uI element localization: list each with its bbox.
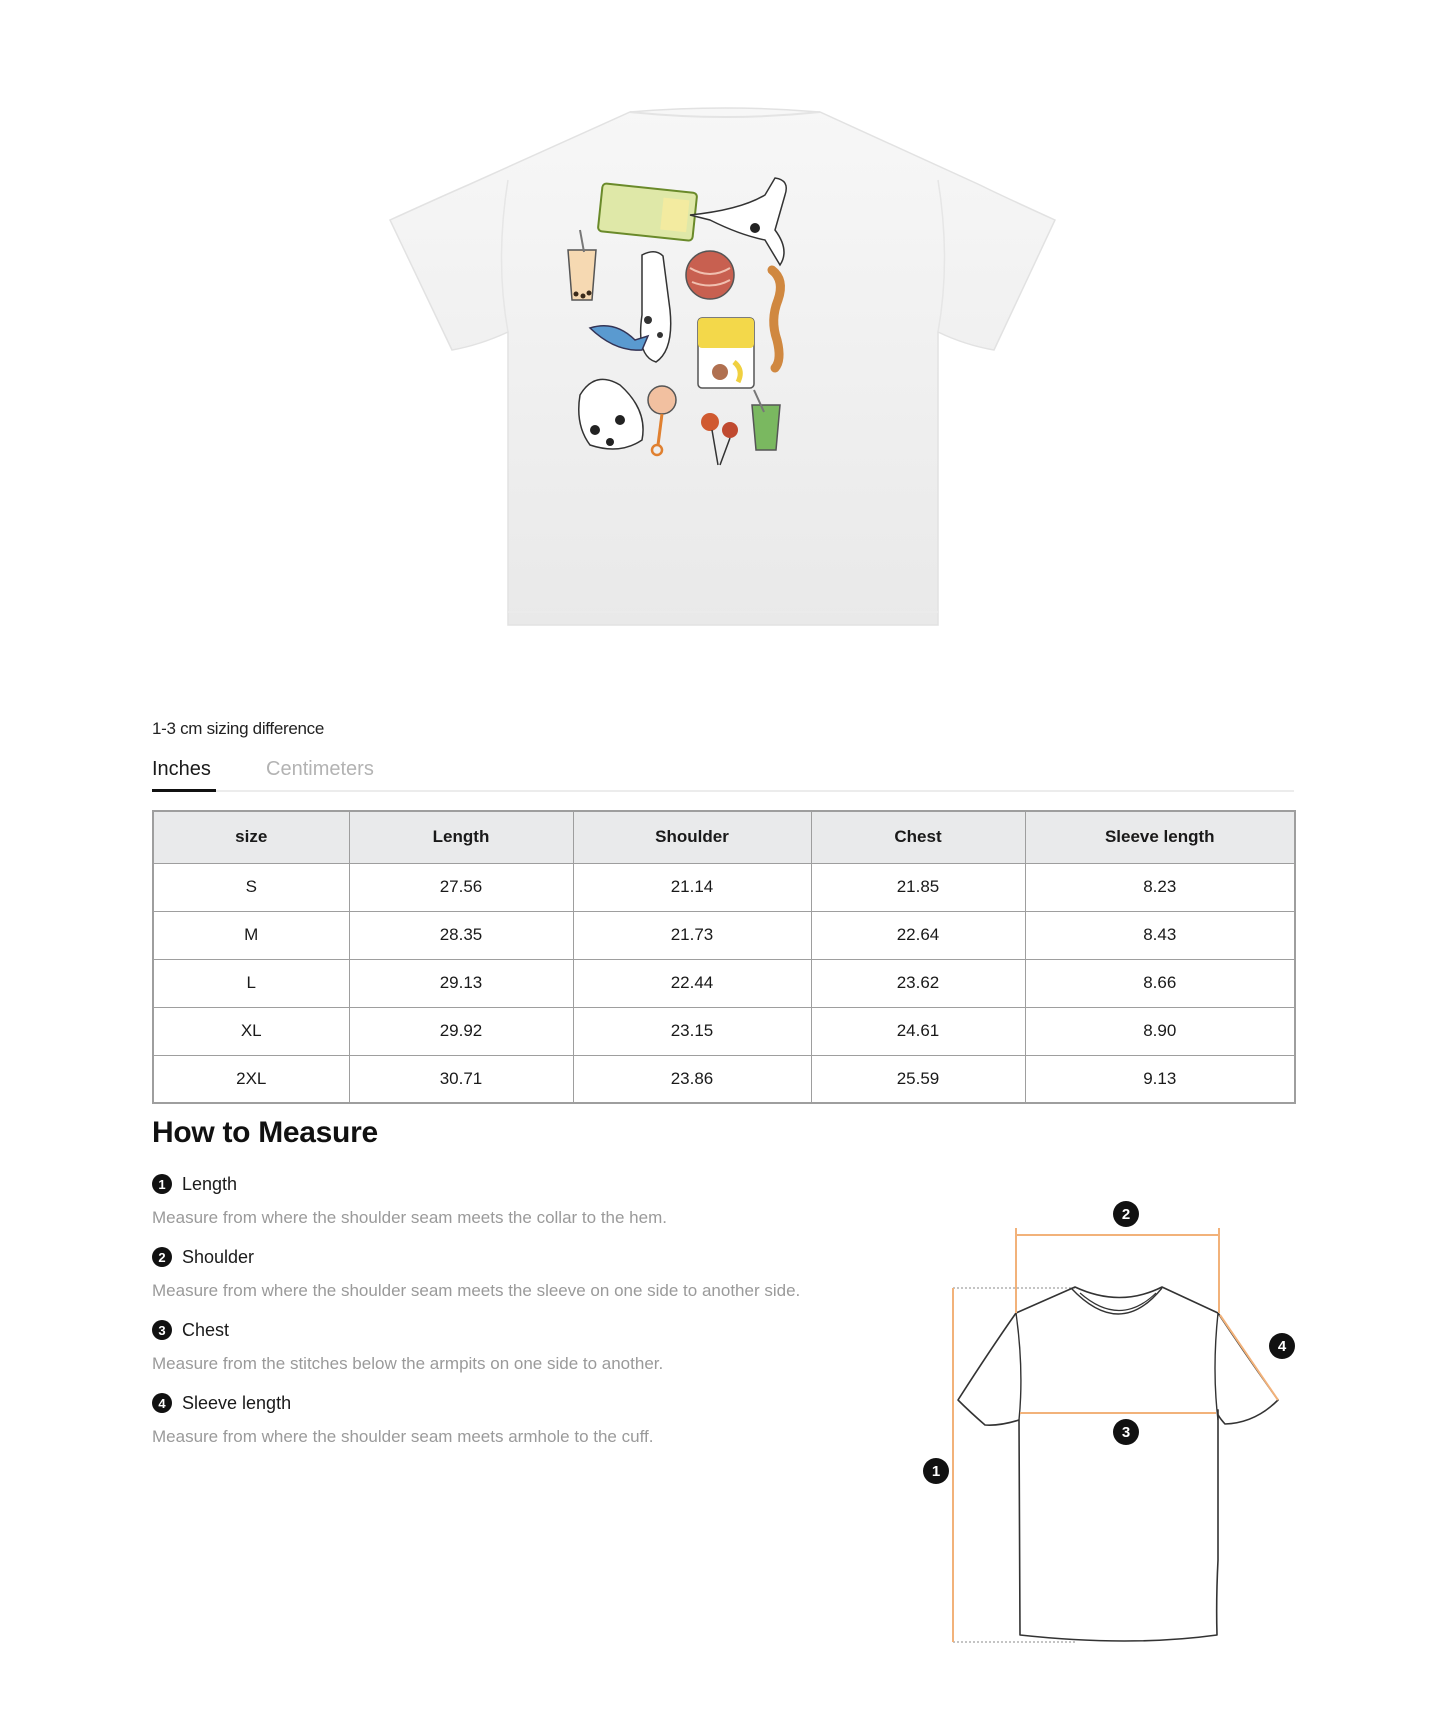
cell-sleeve-length: 8.66 [1025,959,1295,1007]
cell-chest: 25.59 [811,1055,1025,1103]
print-organic-snack-bag [698,318,754,388]
table-header-row [153,811,1295,863]
column-header-chest: Chest [811,811,1025,863]
measure-label: Sleeve length [182,1392,292,1413]
cell-length: 30.71 [349,1055,573,1103]
column-header-shoulder: Shoulder [573,811,811,863]
tab-centimeters[interactable]: Centimeters [266,758,374,780]
size-chart-table [152,810,1296,1104]
cell-size: S [153,863,349,911]
measure-label: Length [182,1173,238,1194]
measure-item-chest [152,1318,912,1391]
column-header-length: Length [349,811,573,863]
measure-description: Measure from the stitches below the armpits on one side to another. [152,1354,664,1373]
cell-sleeve-length: 8.43 [1025,911,1295,959]
cell-length: 28.35 [349,911,573,959]
active-tab-indicator [152,789,216,792]
cell-sleeve-length: 8.90 [1025,1007,1295,1055]
cell-shoulder: 21.73 [573,911,811,959]
cell-length: 29.13 [349,959,573,1007]
measure-description: Measure from where the shoulder seam meets the collar to the hem. [152,1208,667,1227]
table-row [153,911,1295,959]
tshirt-outline-diagram [900,1180,1320,1680]
number-4-icon: 4 [152,1393,172,1413]
cell-length: 29.92 [349,1007,573,1055]
unit-tabs [152,752,1294,792]
number-3-icon: 3 [152,1320,172,1340]
table-row [153,863,1295,911]
tshirt-illustration [380,100,1070,640]
measure-label: Chest [182,1319,230,1340]
print-yarn-ball [686,251,734,299]
badge-3-icon [1113,1419,1139,1445]
product-image [380,100,1070,640]
svg-text:1: 1 [931,1463,941,1480]
cell-size: M [153,911,349,959]
badge-2-icon [1113,1201,1139,1227]
cell-chest: 22.64 [811,911,1025,959]
measure-instructions [152,1172,912,1464]
svg-text:3: 3 [1121,1424,1131,1441]
cell-sleeve-length: 9.13 [1025,1055,1295,1103]
measure-description: Measure from where the shoulder seam meets the sleeve on one side to another side. [152,1281,801,1300]
cell-chest: 23.62 [811,959,1025,1007]
table-row [153,1007,1295,1055]
cell-size: XL [153,1007,349,1055]
cell-chest: 21.85 [811,863,1025,911]
measure-item-length [152,1172,912,1245]
measure-description: Measure from where the shoulder seam meets armhole to the cuff. [152,1427,654,1446]
cell-size: 2XL [153,1055,349,1103]
column-header-sleeve-length: Sleeve length [1025,811,1295,863]
measure-item-shoulder [152,1245,912,1318]
svg-text:4: 4 [1277,1338,1287,1355]
svg-text:2: 2 [1121,1206,1131,1223]
print-cracker-pack [598,183,697,241]
badge-1-icon [923,1458,949,1484]
number-1-icon: 1 [152,1174,172,1194]
table-row [153,1055,1295,1103]
column-header-size: size [153,811,349,863]
cell-shoulder: 23.15 [573,1007,811,1055]
cell-shoulder: 23.86 [573,1055,811,1103]
how-to-measure-title: How to Measure [152,1116,378,1149]
measurement-diagram [900,1180,1320,1680]
cell-shoulder: 22.44 [573,959,811,1007]
cell-length: 27.56 [349,863,573,911]
measure-item-sleeve-length [152,1391,912,1464]
sizing-difference-note: 1-3 cm sizing difference [152,719,325,738]
measure-label: Shoulder [182,1246,255,1267]
cell-sleeve-length: 8.23 [1025,863,1295,911]
cell-chest: 24.61 [811,1007,1025,1055]
number-2-icon: 2 [152,1247,172,1267]
cell-size: L [153,959,349,1007]
cell-shoulder: 21.14 [573,863,811,911]
table-row [153,959,1295,1007]
badge-4-icon [1269,1333,1295,1359]
tab-inches[interactable]: Inches [152,758,211,780]
